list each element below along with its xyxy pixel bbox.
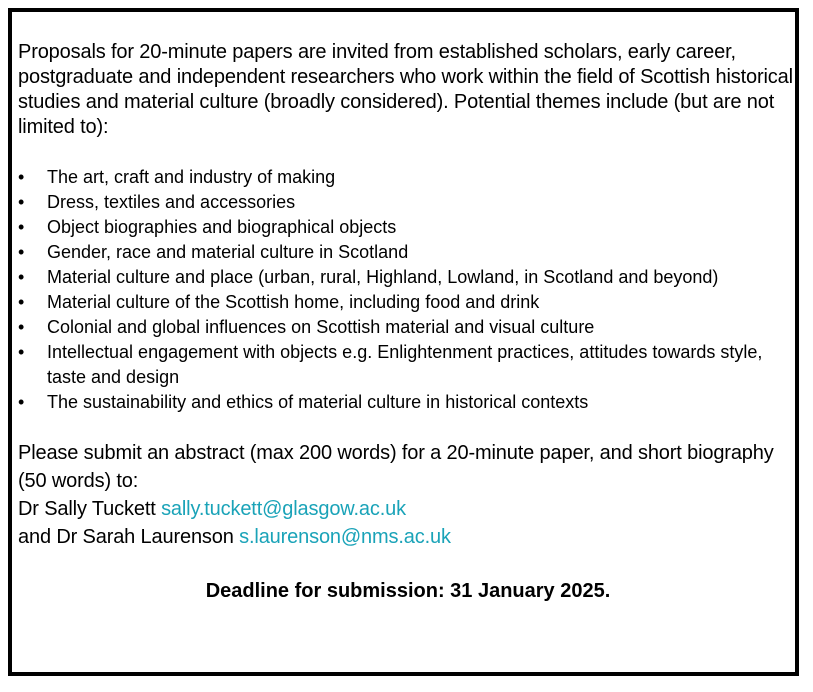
contact-2-name: and Dr Sarah Laurenson [18, 526, 234, 548]
bullet-icon: • [18, 267, 25, 287]
themes-list [18, 165, 798, 415]
list-item: • The sustainability and ethics of material culture in historical contexts [18, 390, 798, 415]
bullet-icon: • [18, 342, 25, 362]
bullet-icon: • [18, 292, 25, 312]
call-for-papers [18, 40, 798, 605]
list-item: • Gender, race and material culture in Scotland [18, 240, 798, 265]
intro-paragraph: Proposals for 20-minute papers are invited from established scholars, early career, postgraduate and independent researchers who work within the field of Scottish historical studies and material culture (broadly considered). Potential themes include (but are not limited to): [18, 41, 793, 138]
bullet-icon: • [18, 392, 25, 412]
submission-instructions: Please submit an abstract (max 200 words) for a 20-minute paper, and short biography (50 words) to: [18, 442, 774, 492]
contact-1-email-link[interactable]: sally.tuckett@glasgow.ac.uk [161, 498, 406, 520]
bullet-icon: • [18, 217, 25, 237]
list-item: • Colonial and global influences on Scottish material and visual culture [18, 315, 798, 340]
bullet-icon: • [18, 192, 25, 212]
contact-1-name: Dr Sally Tuckett [18, 498, 156, 520]
list-item: • Object biographies and biographical objects [18, 215, 798, 240]
submission-block [18, 439, 798, 551]
list-item: • Material culture and place (urban, rural, Highland, Lowland, in Scotland and beyond) [18, 265, 798, 290]
list-item: • The art, craft and industry of making [18, 165, 798, 190]
list-item: • Material culture of the Scottish home, including food and drink [18, 290, 798, 315]
bullet-icon: • [18, 242, 25, 262]
deadline: Deadline for submission: 31 January 2025. [205, 580, 611, 602]
contact-2-email-link[interactable]: s.laurenson@nms.ac.uk [239, 526, 451, 548]
list-item: • Dress, textiles and accessories [18, 190, 798, 215]
bullet-icon: • [18, 167, 25, 187]
list-item: • Intellectual engagement with objects e.g. Enlightenment practices, attitudes towards style, taste and design [18, 342, 763, 387]
bullet-icon: • [18, 317, 25, 337]
